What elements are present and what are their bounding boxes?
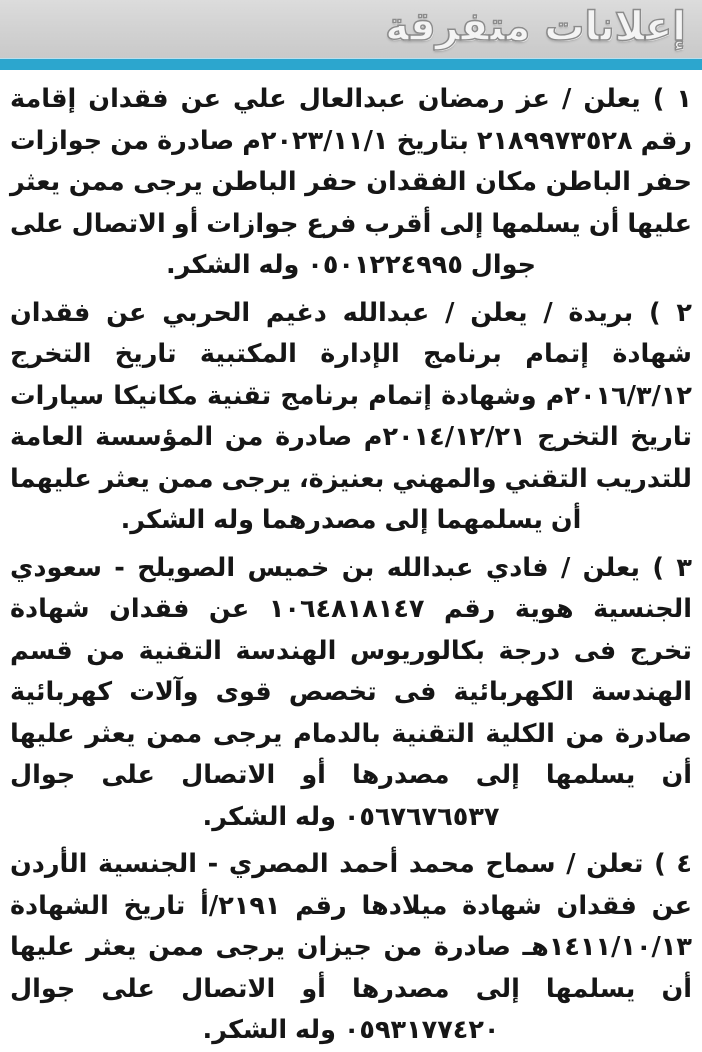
page-title: إعلانات متفرقة	[385, 4, 686, 50]
masthead	[0, 0, 702, 58]
ads-list	[0, 70, 702, 1052]
ad-item: ٤ ) تعلن / سماح محمد أحمد المصري - الجنسية الأردن عن فقدان شهادة ميلادها رقم ٢١٩١/أ تاريخ الشهادة ١٤١١/١٠/١٣هـ صادرة من جيزان يرجى ممن يعثر عليها أن يسلمها إلى مصدرها أو الاتصال على جوال ٠٥٩٣١٧٧٤٢٠ وله الشكر.	[10, 849, 692, 1045]
ad-item: ٣ ) يعلن / فادي عبدالله بن خميس الصويلح - سعودي الجنسية هوية رقم ١٠٦٤٨١٨١٤٧ عن فقدان شهادة تخرج فى درجة بكالوريوس الهندسة التقنية من قسم الهندسة الكهربائية فى تخصص قوى وآلات كهربائية صادرة من الكلية التقنية بالدمام يرجى ممن يعثر عليها أن يسلمها إلى مصدرها أو الاتصال على جوال ٠٥٦٧٦٧٦٥٣٧ وله الشكر.	[10, 552, 692, 832]
accent-bar	[0, 58, 702, 70]
ad-item: ٢ ) بريدة / يعلن / عبدالله دغيم الحربي عن فقدان شهادة إتمام برنامج الإدارة المكتبية تاريخ التخرج ٢٠١٦/٣/١٢م وشهادة إتمام برنامج تقنية مكانيكا سيارات تاريخ التخرج ٢٠١٤/١٢/٢١م صادرة من المؤسسة العامة للتدريب التقني والمهني بعنيزة، يرجى ممن يعثر عليهما أن يسلمهما إلى مصدرهما وله الشكر.	[10, 297, 692, 535]
ad-item: ١ ) يعلن / عز رمضان عبدالعال علي عن فقدان إقامة رقم ٢١٨٩٩٧٣٥٢٨ بتاريخ ٢٠٢٣/١١/١م صادرة من جوازات حفر الباطن مكان الفقدان حفر الباطن يرجى ممن يعثر عليها أن يسلمها إلى أقرب فرع جوازات أو الاتصال على جوال ٠٥٠١٢٢٤٩٩٥ وله الشكر.	[10, 84, 692, 280]
